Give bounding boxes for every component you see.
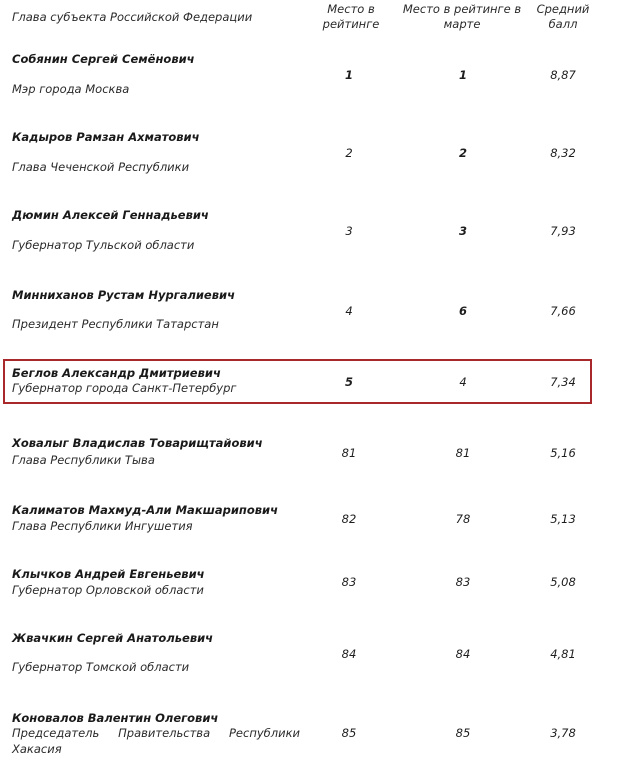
rank-value: 85 xyxy=(341,726,357,740)
score-value: 3,78 xyxy=(550,726,576,740)
governor-title: Губернатор Орловской области xyxy=(12,583,204,597)
header-rank-line2: рейтинге xyxy=(322,17,380,31)
header-rank-column xyxy=(313,2,389,32)
table-row xyxy=(0,436,619,472)
score-value: 4,81 xyxy=(550,647,576,661)
march-rank-value: 6 xyxy=(458,304,467,318)
score-value: 7,34 xyxy=(550,375,576,389)
score-value: 8,87 xyxy=(550,68,576,82)
table-row xyxy=(0,130,619,180)
score-value: 8,32 xyxy=(550,146,576,160)
governor-title-line2: Хакасия xyxy=(12,742,62,756)
header-march-column xyxy=(396,2,528,32)
governor-title: Губернатор Томской области xyxy=(12,660,190,674)
rank-value: 81 xyxy=(341,446,357,460)
score-value: 5,16 xyxy=(550,446,576,460)
governor-title-line1: Председатель Правительства Республики xyxy=(12,726,300,740)
table-header xyxy=(0,0,619,40)
table-row xyxy=(0,503,619,539)
governor-name: Собянин Сергей Семёнович xyxy=(12,52,195,66)
governor-name: Кадыров Рамзан Ахматович xyxy=(12,130,200,144)
governor-name: Беглов Александр Дмитриевич xyxy=(12,366,221,380)
governor-name: Дюмин Алексей Геннадьевич xyxy=(12,208,209,222)
governor-title: Глава Чеченской Республики xyxy=(12,160,190,174)
rank-value: 4 xyxy=(345,304,353,318)
table-row xyxy=(0,52,619,102)
march-rank-value: 84 xyxy=(455,647,471,661)
table-row xyxy=(0,208,619,258)
rank-value: 5 xyxy=(344,375,353,389)
governor-name: Клычков Андрей Евгеньевич xyxy=(12,567,205,581)
score-value: 7,93 xyxy=(550,224,576,238)
march-rank-value: 3 xyxy=(458,224,467,238)
score-value: 7,66 xyxy=(550,304,576,318)
rank-value: 3 xyxy=(345,224,353,238)
rank-value: 84 xyxy=(341,647,357,661)
rank-value: 1 xyxy=(344,68,353,82)
table-row xyxy=(0,711,619,761)
march-rank-value: 2 xyxy=(458,146,467,160)
rank-value: 2 xyxy=(345,146,353,160)
governor-name: Коновалов Валентин Олегович xyxy=(12,711,219,725)
table-row-highlighted xyxy=(0,366,619,400)
governor-name: Минниханов Рустам Нургалиевич xyxy=(12,288,235,302)
governor-title: Губернатор Тульской области xyxy=(12,238,195,252)
score-value: 5,13 xyxy=(550,512,576,526)
table-row xyxy=(0,631,619,681)
governor-name: Жвачкин Сергей Анатольевич xyxy=(12,631,214,645)
march-rank-value: 78 xyxy=(455,512,471,526)
march-rank-value: 1 xyxy=(458,68,467,82)
governor-title: Глава Республики Ингушетия xyxy=(12,519,193,533)
march-rank-value: 85 xyxy=(455,726,471,740)
table-row xyxy=(0,288,619,338)
governor-title: Губернатор города Санкт-Петербург xyxy=(12,381,237,395)
governor-title: Глава Республики Тыва xyxy=(12,453,155,467)
table-row xyxy=(0,567,619,603)
march-rank-value: 81 xyxy=(455,446,471,460)
governor-title: Президент Республики Татарстан xyxy=(12,317,219,331)
governor-name: Калиматов Махмуд-Али Макшарипович xyxy=(12,503,278,517)
header-score-line1: Средний xyxy=(536,2,590,16)
score-value: 5,08 xyxy=(550,575,576,589)
header-rank-line1: Место в xyxy=(327,2,375,16)
governor-title: Мэр города Москва xyxy=(12,82,130,96)
header-name-column: Глава субъекта Российской Федерации xyxy=(12,10,253,24)
header-march-line1: Место в рейтинге в xyxy=(402,2,522,16)
governor-name: Ховалыг Владислав Товарищтайович xyxy=(12,436,263,450)
march-rank-value: 4 xyxy=(459,375,467,389)
march-rank-value: 83 xyxy=(455,575,471,589)
rank-value: 82 xyxy=(341,512,357,526)
rank-value: 83 xyxy=(341,575,357,589)
header-march-line2: марте xyxy=(443,17,481,31)
header-score-column xyxy=(528,2,598,32)
header-score-line2: балл xyxy=(548,17,578,31)
